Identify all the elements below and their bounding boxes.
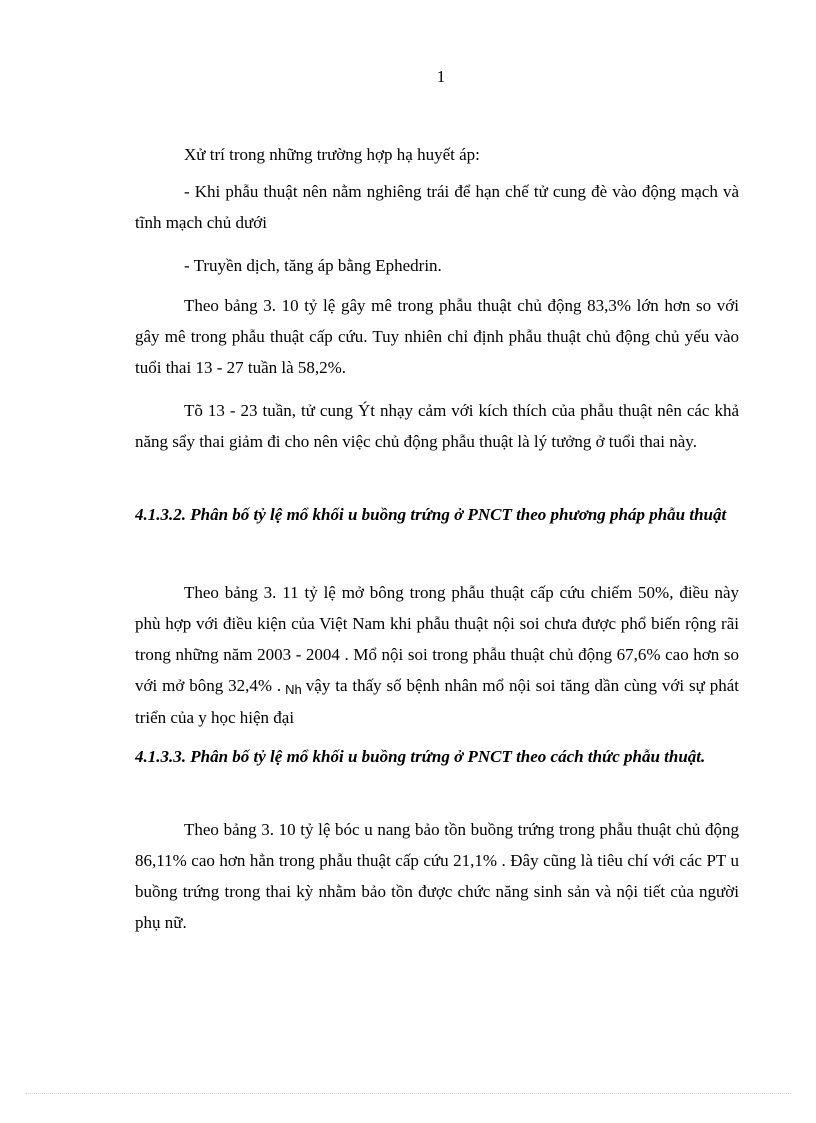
paragraph-hypotension: Xử trí trong những trường hợp hạ huyết áp: — [184, 145, 480, 164]
page-bottom-divider — [25, 1093, 791, 1094]
paragraph-gestational-weeks: Tõ 13 - 23 tuần, tử cung Ýt nhạy cảm với kích thích của phẫu thuật nên các khả năng sẩy thai giảm đi cho nên việc chủ động phẫu thuật là lý tưởng ở tuổi thai này. — [135, 401, 739, 451]
section-heading-4-1-3-3: 4.1.3.3. Phân bố tỷ lệ mổ khối u buồng trứng ở PNCT theo cách thức phẫu thuật. — [135, 747, 706, 766]
paragraph-table-3-10-anesthesia: Theo bảng 3. 10 tỷ lệ gây mê trong phẫu thuật chủ động 83,3% lớn hơn so với gây mê trong phẫu thuật cấp cứu. Tuy nhiên chỉ định phẫu thuật chủ động chủ yếu vào tuổi thai 13 - 27 tuần là 58,2%. — [135, 296, 739, 377]
paragraph-table-3-11-method — [135, 577, 739, 733]
paragraph-ephedrin: - Truyền dịch, tăng áp bằng Ephedrin. — [184, 256, 442, 275]
inline-fragment-nh: Nh — [285, 682, 302, 697]
paragraph-text-b: vậy ta thấy số bệnh nhân mổ nội soi tăng dần cùng với sự phát triển của y học hiện đại — [135, 676, 739, 727]
paragraph-text-a: Theo bảng 3. 11 tỷ lệ mở bông trong phẫu thuật cấp cứu chiếm 50%, điều này phù hợp với điều kiện của Việt Nam khi phẫu thuật nội soi chưa được phổ biến rộng rãi trong những năm 2003 - 2004 . Mổ nội soi trong phẫu thuật chủ động 67,6% cao hơn so với mở bông 32,4% . — [135, 583, 739, 695]
page-number: 1 — [436, 67, 446, 86]
paragraph-cyst-preservation: Theo bảng 3. 10 tỷ lệ bóc u nang bảo tồn buồng trứng trong phẫu thuật chủ động 86,11% cao hơn hẳn trong phẫu thuật cấp cứu 21,1% . Đây cũng là tiêu chí với các PT u buồng trứng trong thai kỳ nhằm bảo tồn được chức năng sinh sản và nội tiết của người phụ nữ. — [135, 820, 739, 932]
paragraph-lateral-position: - Khi phẫu thuật nên nằm nghiêng trái để hạn chế tử cung đè vào động mạch và tĩnh mạch chủ dưới — [135, 182, 739, 232]
section-heading-4-1-3-2: 4.1.3.2. Phân bố tỷ lệ mổ khối u buồng trứng ở PNCT theo phương pháp phẫu thuật — [135, 505, 727, 524]
